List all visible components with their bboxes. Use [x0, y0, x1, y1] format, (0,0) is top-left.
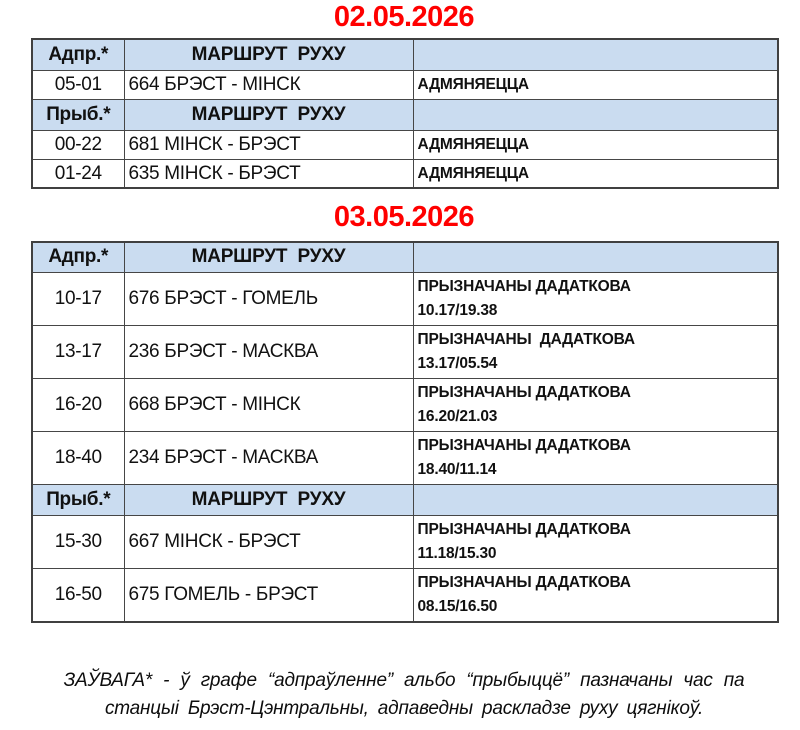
- table-row: [32, 130, 778, 159]
- time-cell: 15-30: [32, 516, 124, 569]
- route-cell: 668 БРЭСТ - МІНСК: [124, 379, 413, 432]
- header-arrival-label: Прыб.*: [32, 485, 124, 516]
- note-line1: ПРЫЗНАЧАНЫ ДАДАТКОВА: [417, 521, 631, 539]
- note-cell: [413, 432, 778, 485]
- header-arrival-label: Прыб.*: [32, 99, 124, 130]
- route-cell: 667 МІНСК - БРЭСТ: [124, 516, 413, 569]
- header-note-empty: [413, 99, 778, 130]
- departure-header-row: [32, 242, 778, 273]
- note-cell: [413, 379, 778, 432]
- time-cell: 16-50: [32, 569, 124, 622]
- time-cell: 10-17: [32, 273, 124, 326]
- table-row: [32, 432, 778, 485]
- route-cell: 236 БРЭСТ - МАСКВА: [124, 326, 413, 379]
- note-line2: 08.15/16.50: [417, 597, 498, 615]
- note-cell: АДМЯНЯЕЦЦА: [413, 130, 778, 159]
- footnote-line-1: ЗАЎВАГА* - ў графе “адпраўленне” альбо “прыбыццё” пазначаны час па: [63, 669, 745, 691]
- note-line1: ПРЫЗНАЧАНЫ ДАДАТКОВА: [417, 573, 631, 591]
- header-route-label: МАРШРУТ РУХУ: [124, 485, 413, 516]
- note-cell: [413, 326, 778, 379]
- header-note-empty: [413, 39, 778, 70]
- note-line1: ПРЫЗНАЧАНЫ ДАДАТКОВА: [417, 331, 635, 349]
- time-cell: 18-40: [32, 432, 124, 485]
- arrival-header-row: [32, 485, 778, 516]
- header-route-label: МАРШРУТ РУХУ: [124, 39, 413, 70]
- time-cell: 05-01: [32, 70, 124, 99]
- schedule-table-03-05: [31, 241, 779, 623]
- route-cell: 234 БРЭСТ - МАСКВА: [124, 432, 413, 485]
- route-cell: 675 ГОМЕЛЬ - БРЭСТ: [124, 569, 413, 622]
- arrival-header-row: [32, 99, 778, 130]
- note-line1: ПРЫЗНАЧАНЫ ДАДАТКОВА: [417, 437, 631, 455]
- table-row: [32, 326, 778, 379]
- departure-header-row: [32, 39, 778, 70]
- route-cell: 681 МІНСК - БРЭСТ: [124, 130, 413, 159]
- note-line2: 10.17/19.38: [417, 302, 498, 320]
- date-title-2: 03.05.2026: [333, 201, 475, 234]
- table-row: [32, 379, 778, 432]
- footnote-line-2: станцыі Брэст-Цэнтральны, адпаведны раскладзе руху цягнікоў.: [104, 698, 704, 720]
- note-line2: 13.17/05.54: [417, 355, 498, 373]
- note-line1: ПРЫЗНАЧАНЫ ДАДАТКОВА: [417, 278, 631, 296]
- header-route-label: МАРШРУТ РУХУ: [124, 242, 413, 273]
- header-route-label: МАРШРУТ РУХУ: [124, 99, 413, 130]
- header-departure-label: Адпр.*: [32, 39, 124, 70]
- time-cell: 13-17: [32, 326, 124, 379]
- note-cell: [413, 569, 778, 622]
- header-note-empty: [413, 242, 778, 273]
- table-row: [32, 569, 778, 622]
- note-cell: АДМЯНЯЕЦЦА: [413, 70, 778, 99]
- time-cell: 16-20: [32, 379, 124, 432]
- route-cell: 676 БРЭСТ - ГОМЕЛЬ: [124, 273, 413, 326]
- table-row: [32, 159, 778, 188]
- time-cell: 01-24: [32, 159, 124, 188]
- note-cell: АДМЯНЯЕЦЦА: [413, 159, 778, 188]
- route-cell: 664 БРЭСТ - МІНСК: [124, 70, 413, 99]
- header-departure-label: Адпр.*: [32, 242, 124, 273]
- time-cell: 00-22: [32, 130, 124, 159]
- schedule-table-02-05: [31, 38, 779, 189]
- note-line2: 18.40/11.14: [417, 461, 497, 479]
- note-line2: 11.18/15.30: [417, 545, 497, 563]
- note-cell: [413, 516, 778, 569]
- note-line2: 16.20/21.03: [417, 408, 498, 426]
- table-row: [32, 273, 778, 326]
- date-title-1: 02.05.2026: [333, 1, 475, 33]
- table-row: [32, 70, 778, 99]
- route-cell: 635 МІНСК - БРЭСТ: [124, 159, 413, 188]
- note-cell: [413, 273, 778, 326]
- note-line1: ПРЫЗНАЧАНЫ ДАДАТКОВА: [417, 384, 631, 402]
- table-row: [32, 516, 778, 569]
- header-note-empty: [413, 485, 778, 516]
- footnote: [31, 667, 777, 724]
